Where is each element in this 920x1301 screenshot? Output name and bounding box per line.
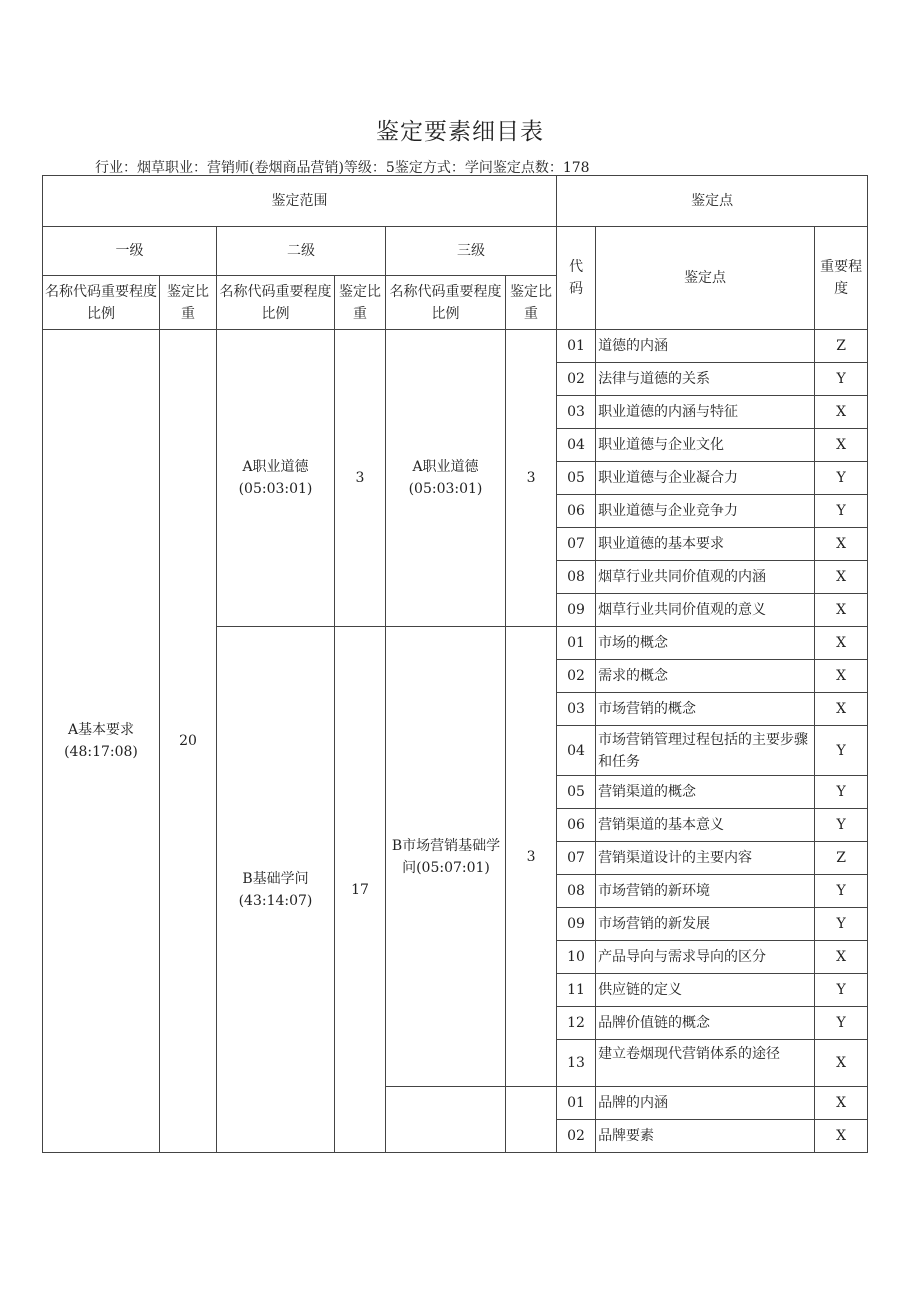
point-importance: X (815, 396, 868, 429)
level2-code: (05:03:01) (238, 481, 313, 497)
point-importance: X (815, 1040, 868, 1087)
header-weight-2: 鉴定比重 (335, 276, 386, 330)
level2-name-cell (217, 330, 335, 627)
appraisal-elements-table (42, 175, 868, 1153)
header-level2: 二级 (217, 227, 386, 276)
point-code: 12 (557, 1007, 596, 1040)
point-name: 营销渠道的基本意义 (596, 809, 815, 842)
level2-name: A职业道德 (242, 459, 309, 475)
level2-code: (43:14:07) (238, 892, 313, 909)
point-code: 08 (557, 561, 596, 594)
point-name: 需求的概念 (596, 660, 815, 693)
point-code: 07 (557, 528, 596, 561)
point-name: 供应链的定义 (596, 974, 815, 1007)
header-level3: 三级 (386, 227, 557, 276)
point-name: 职业道德与企业竞争力 (596, 495, 815, 528)
level2-name-cell (217, 627, 335, 1153)
point-name: 职业道德与企业文化 (596, 429, 815, 462)
point-importance: Y (815, 908, 868, 941)
point-name: 职业道德的内涵与特征 (596, 396, 815, 429)
level3-weight: 3 (506, 330, 557, 627)
point-code: 02 (557, 363, 596, 396)
point-code: 07 (557, 842, 596, 875)
header-weight-1: 鉴定比重 (160, 276, 217, 330)
point-importance: Y (815, 875, 868, 908)
header-name-1: 名称代码重要程度比例 (43, 276, 160, 330)
point-code: 10 (557, 941, 596, 974)
header-code (557, 227, 596, 330)
header-row-2 (43, 227, 868, 276)
point-code: 08 (557, 875, 596, 908)
point-importance: Z (815, 842, 868, 875)
point-name: 法律与道德的关系 (596, 363, 815, 396)
point-name: 品牌的内涵 (596, 1087, 815, 1120)
header-point: 鉴定点 (557, 176, 868, 227)
point-importance: X (815, 561, 868, 594)
point-code: 03 (557, 693, 596, 726)
level2-weight: 3 (335, 330, 386, 627)
point-name: 职业道德的基本要求 (596, 528, 815, 561)
point-code: 02 (557, 660, 596, 693)
level3-name-empty (386, 1087, 506, 1153)
point-importance: Y (815, 726, 868, 776)
point-code: 13 (557, 1040, 596, 1087)
level1-weight: 20 (160, 330, 217, 1153)
header-name-3: 名称代码重要程度比例 (386, 276, 506, 330)
level3-name-cell (386, 330, 506, 627)
header-range: 鉴定范围 (43, 176, 557, 227)
point-importance: Y (815, 776, 868, 809)
point-code: 05 (557, 462, 596, 495)
level1-name: A基本要求 (67, 722, 135, 738)
level2-name: B基础学问 (242, 870, 309, 887)
point-importance: Y (815, 1007, 868, 1040)
level3-weight-empty (506, 1087, 557, 1153)
point-name: 烟草行业共同价值观的意义 (596, 594, 815, 627)
level3-name: B市场营销基础学问(05:07:01) (391, 837, 501, 876)
point-importance: X (815, 660, 868, 693)
point-importance: X (815, 594, 868, 627)
point-code: 01 (557, 330, 596, 363)
point-importance: Y (815, 974, 868, 1007)
point-importance: X (815, 1087, 868, 1120)
point-name: 营销渠道设计的主要内容 (596, 842, 815, 875)
level1-code: (48:17:08) (64, 744, 138, 760)
point-code: 06 (557, 495, 596, 528)
point-importance: X (815, 693, 868, 726)
point-name: 品牌要素 (596, 1120, 815, 1153)
point-code: 04 (557, 429, 596, 462)
point-code: 09 (557, 594, 596, 627)
point-importance: X (815, 941, 868, 974)
header-point-col: 鉴定点 (596, 227, 815, 330)
level2-weight: 17 (335, 627, 386, 1153)
point-code: 05 (557, 776, 596, 809)
header-name-2: 名称代码重要程度比例 (217, 276, 335, 330)
level3-code: (05:03:01) (408, 481, 483, 497)
header-row-1 (43, 176, 868, 227)
point-name: 市场的概念 (596, 627, 815, 660)
document-title: 鉴定要素细目表 (376, 119, 544, 145)
header-importance (815, 227, 868, 330)
level3-name-cell (386, 627, 506, 1087)
point-code: 09 (557, 908, 596, 941)
point-code: 06 (557, 809, 596, 842)
point-code: 03 (557, 396, 596, 429)
point-importance: X (815, 627, 868, 660)
point-code: 11 (557, 974, 596, 1007)
point-name: 市场营销的新环境 (596, 875, 815, 908)
point-name: 职业道德与企业凝合力 (596, 462, 815, 495)
level3-weight: 3 (506, 627, 557, 1087)
point-importance: Y (815, 462, 868, 495)
point-name: 品牌价值链的概念 (596, 1007, 815, 1040)
point-name: 道德的内涵 (596, 330, 815, 363)
point-name: 建立卷烟现代营销体系的途径 (596, 1040, 815, 1087)
point-importance: Y (815, 809, 868, 842)
point-name: 市场营销的新发展 (596, 908, 815, 941)
point-importance: Y (815, 495, 868, 528)
point-name: 烟草行业共同价值观的内涵 (596, 561, 815, 594)
table-row (43, 330, 868, 363)
level3-name: A职业道德 (412, 459, 479, 475)
point-name: 市场营销的概念 (596, 693, 815, 726)
point-importance: X (815, 1120, 868, 1153)
header-weight-3: 鉴定比重 (506, 276, 557, 330)
point-code: 01 (557, 1087, 596, 1120)
header-importance-text: 重要程度 (820, 259, 863, 297)
point-importance: Z (815, 330, 868, 363)
document-subtitle: 行业：烟草职业：营销师(卷烟商品营销)等级：5鉴定方式：学问鉴定点数：178 (95, 160, 590, 176)
point-name: 产品导向与需求导向的区分 (596, 941, 815, 974)
point-code: 01 (557, 627, 596, 660)
point-name: 营销渠道的概念 (596, 776, 815, 809)
point-name: 市场营销管理过程包括的主要步骤和任务 (596, 726, 815, 776)
level1-name-cell (43, 330, 160, 1153)
header-level1: 一级 (43, 227, 217, 276)
point-importance: Y (815, 363, 868, 396)
point-code: 02 (557, 1120, 596, 1153)
point-importance: X (815, 429, 868, 462)
point-importance: X (815, 528, 868, 561)
header-code-text: 代码 (569, 259, 584, 297)
point-code: 04 (557, 726, 596, 776)
